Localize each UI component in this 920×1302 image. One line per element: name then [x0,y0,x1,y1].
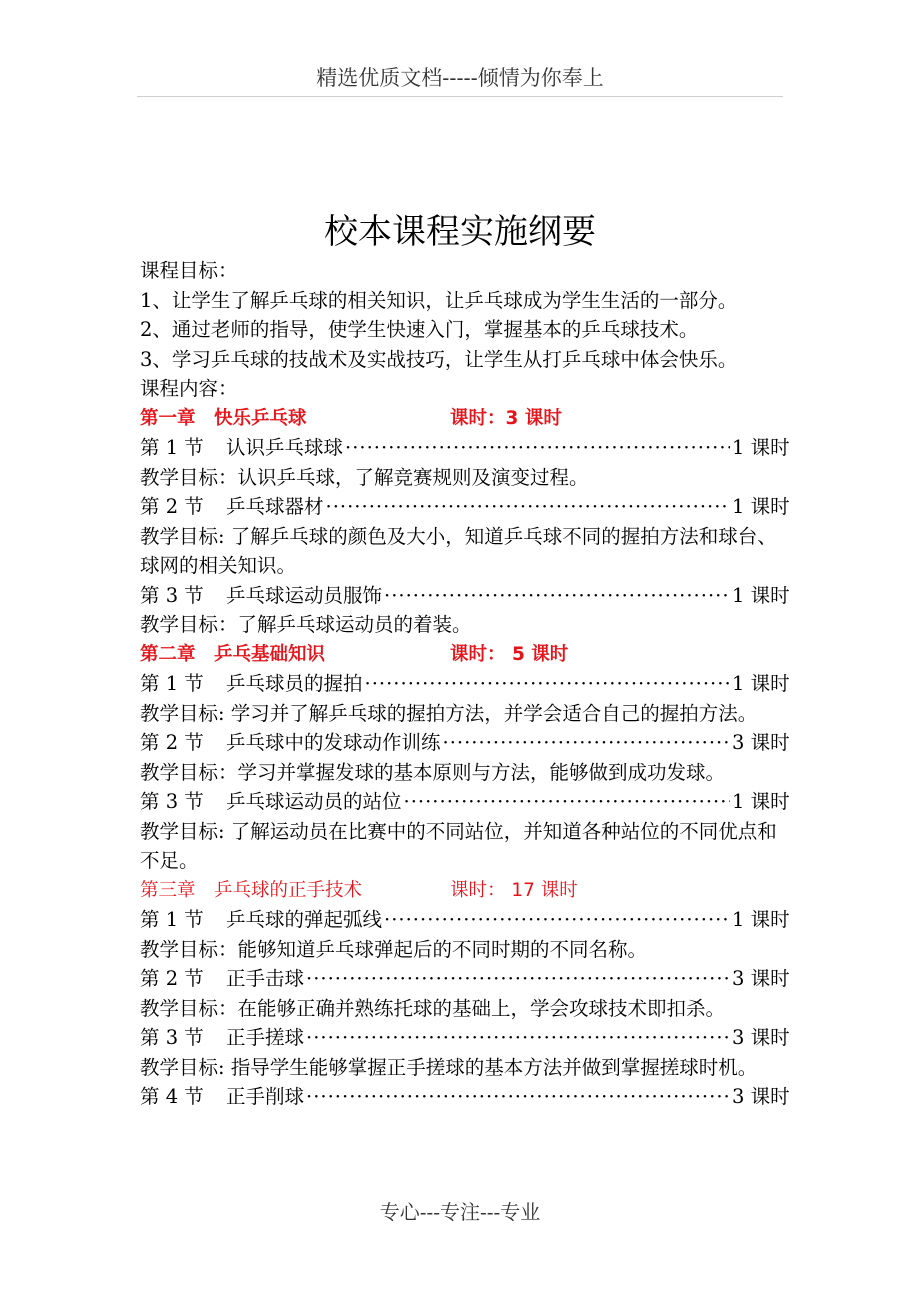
section-row [140,728,790,758]
section-number: 第 1 节 [140,908,204,931]
leader-dots [443,728,730,758]
section-row [140,581,790,611]
chapter-heading [140,876,790,906]
section-row [140,1023,790,1053]
chapter-hours: 课时： 17 课时 [450,879,578,901]
section-goal: 教学目标：认识乒乓球，了解竞赛规则及演变过程。 [140,465,589,489]
section-number: 第 4 节 [140,1085,204,1108]
section-row [140,433,790,463]
section-number: 第 3 节 [140,790,204,813]
goal-item: 3、学习乒乓球的技战术及实战技巧，让学生从打乒乓球中体会快乐。 [140,347,738,371]
leader-dots [306,964,730,994]
section-hours: 3 课时 [732,967,790,990]
section-hours: 1 课时 [732,790,790,813]
section-hours: 3 课时 [732,1026,790,1049]
section-number: 第 3 节 [140,583,204,607]
section-number: 第 2 节 [140,495,204,518]
document-title: 校本课程实施纲要 [324,212,596,252]
section-title: 正手搓球 [226,1026,305,1049]
section-hours: 3 课时 [732,1085,790,1108]
section-title: 乒乓球员的握拍 [226,672,363,695]
section-title: 认识乒乓球球 [226,436,344,459]
section-title: 正手削球 [226,1085,305,1108]
goal-item: 2、通过老师的指导，使学生快速入门，掌握基本的乒乓球技术。 [140,318,699,341]
section-hours: 3 课时 [732,731,790,754]
goals-heading: 课程目标： [140,259,238,282]
section-title: 乒乓球器材 [226,495,324,518]
chapter-name: 第三章 乒乓球的正手技术 [140,879,363,901]
section-row [140,964,790,994]
section-goal: 教学目标：在能够正确并熟练托球的基础上，学会攻球技术即扣杀。 [140,996,726,1020]
section-goal: 教学目标: 了解运动员在比赛中的不同站位，并知道各种站位的不同优点和不足。 [140,819,777,872]
section-number: 第 2 节 [140,967,204,990]
chapter-hours: 课时：3 课时 [450,407,562,429]
chapter-heading [140,640,790,670]
section-title: 正手击球 [226,967,305,990]
section-hours: 1 课时 [732,436,790,459]
leader-dots [345,433,730,463]
section-hours: 1 课时 [732,495,790,518]
section-goal: 教学目标: 指导学生能够掌握正手搓球的基本方法并做到掌握搓球时机。 [140,1055,758,1079]
section-title: 乒乓球中的发球动作训练 [226,731,441,754]
section-hours: 1 课时 [732,672,790,695]
section-title: 乒乓球运动员的站位 [226,790,402,813]
document-body [140,256,790,1112]
chapter-heading [140,404,790,434]
chapter-hours: 课时： 5 课时 [450,643,569,665]
section-goal: 教学目标：能够知道乒乓球弹起后的不同时期的不同名称。 [140,937,648,961]
leader-dots [326,492,730,522]
section-number: 第 2 节 [140,731,204,754]
goal-item: 1、让学生了解乒乓球的相关知识，让乒乓球成为学生生活的一部分。 [140,288,738,312]
chapter-name: 第一章 快乐乒乓球 [140,407,307,429]
section-goal: 教学目标：学习并掌握发球的基本原则与方法，能够做到成功发球。 [140,760,726,784]
section-hours: 1 课时 [732,583,790,607]
section-hours: 1 课时 [732,908,790,931]
leader-dots [306,1082,730,1112]
leader-dots [384,905,730,935]
leader-dots [365,669,730,699]
section-row [140,669,790,699]
header-divider [137,96,783,97]
page-footer: 专心---专注---专业 [379,1200,541,1224]
leader-dots [384,581,730,611]
section-title: 乒乓球运动员服饰 [226,583,383,607]
section-number: 第 1 节 [140,672,204,695]
section-goal: 教学目标: 学习并了解乒乓球的握拍方法，并学会适合自己的握拍方法。 [140,701,758,725]
leader-dots [306,1023,730,1053]
section-number: 第 1 节 [140,436,204,459]
section-goal: 教学目标：了解乒乓球运动员的着装。 [140,613,472,636]
section-row [140,905,790,935]
content-heading: 课程内容： [140,377,238,400]
section-number: 第 3 节 [140,1026,204,1049]
chapter-name: 第二章 乒乓基础知识 [140,643,326,665]
section-title: 乒乓球的弹起弧线 [226,908,383,931]
section-goal: 教学目标: 了解乒乓球的颜色及大小，知道乒乓球不同的握拍方法和球台、球网的相关知识。 [140,524,777,577]
page-header: 精选优质文档-----倾情为你奉上 [316,66,604,90]
section-row [140,1082,790,1112]
section-row [140,492,790,522]
leader-dots [404,787,730,817]
section-row [140,787,790,817]
